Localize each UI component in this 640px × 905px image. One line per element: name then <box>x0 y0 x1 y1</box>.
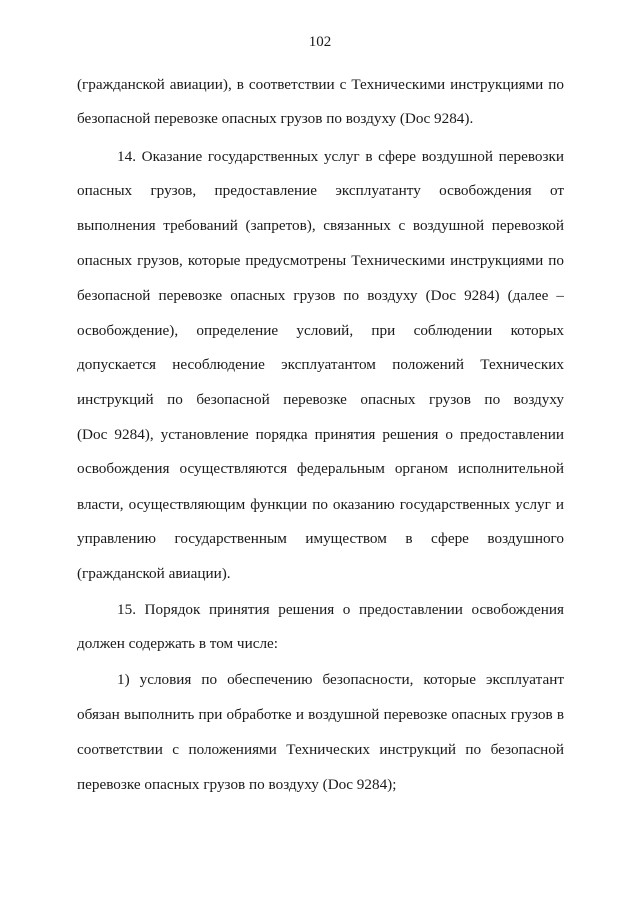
text-line: 14. Оказание государственных услуг в сфере воздушной перевозки <box>117 148 564 165</box>
text-line: освобождения осуществляются федеральным органом исполнительной <box>77 460 564 477</box>
text-line: (Doc 9284), установление порядка принятия решения о предоставлении <box>77 426 564 443</box>
text-line: должен содержать в том числе: <box>77 635 278 652</box>
text-line: (гражданской авиации), в соответствии с Техническими инструкциями по <box>77 76 564 93</box>
text-line: обязан выполнить при обработке и воздушной перевозке опасных грузов в <box>77 706 564 723</box>
text-line: 1) условия по обеспечению безопасности, которые эксплуатант <box>117 671 564 688</box>
text-line: опасных грузов, предоставление эксплуатанту освобождения от <box>77 182 564 199</box>
text-line: 15. Порядок принятия решения о предоставлении освобождения <box>117 601 564 618</box>
text-line: опасных грузов, которые предусмотрены Техническими инструкциями по <box>77 252 564 269</box>
text-line: выполнения требований (запретов), связанных с воздушной перевозкой <box>77 217 564 234</box>
text-line: освобождение), определение условий, при соблюдении которых <box>77 322 564 339</box>
text-line: перевозке опасных грузов по воздуху (Doc 9284); <box>77 776 397 793</box>
text-line: соответствии с положениями Технических инструкций по безопасной <box>77 741 564 758</box>
page-number: 102 <box>308 34 332 50</box>
text-line: безопасной перевозке опасных грузов по воздуху (Doc 9284) (далее – <box>77 287 564 304</box>
text-line: (гражданской авиации). <box>77 565 231 582</box>
text-line: допускается несоблюдение эксплуатантом положений Технических <box>77 356 564 373</box>
text-line: власти, осуществляющим функции по оказанию государственных услуг и <box>77 496 564 513</box>
text-line: инструкций по безопасной перевозке опасных грузов по воздуху <box>77 391 564 408</box>
text-line: управлению государственным имуществом в сфере воздушного <box>77 530 564 547</box>
text-line: безопасной перевозке опасных грузов по воздуху (Doc 9284). <box>77 110 474 127</box>
